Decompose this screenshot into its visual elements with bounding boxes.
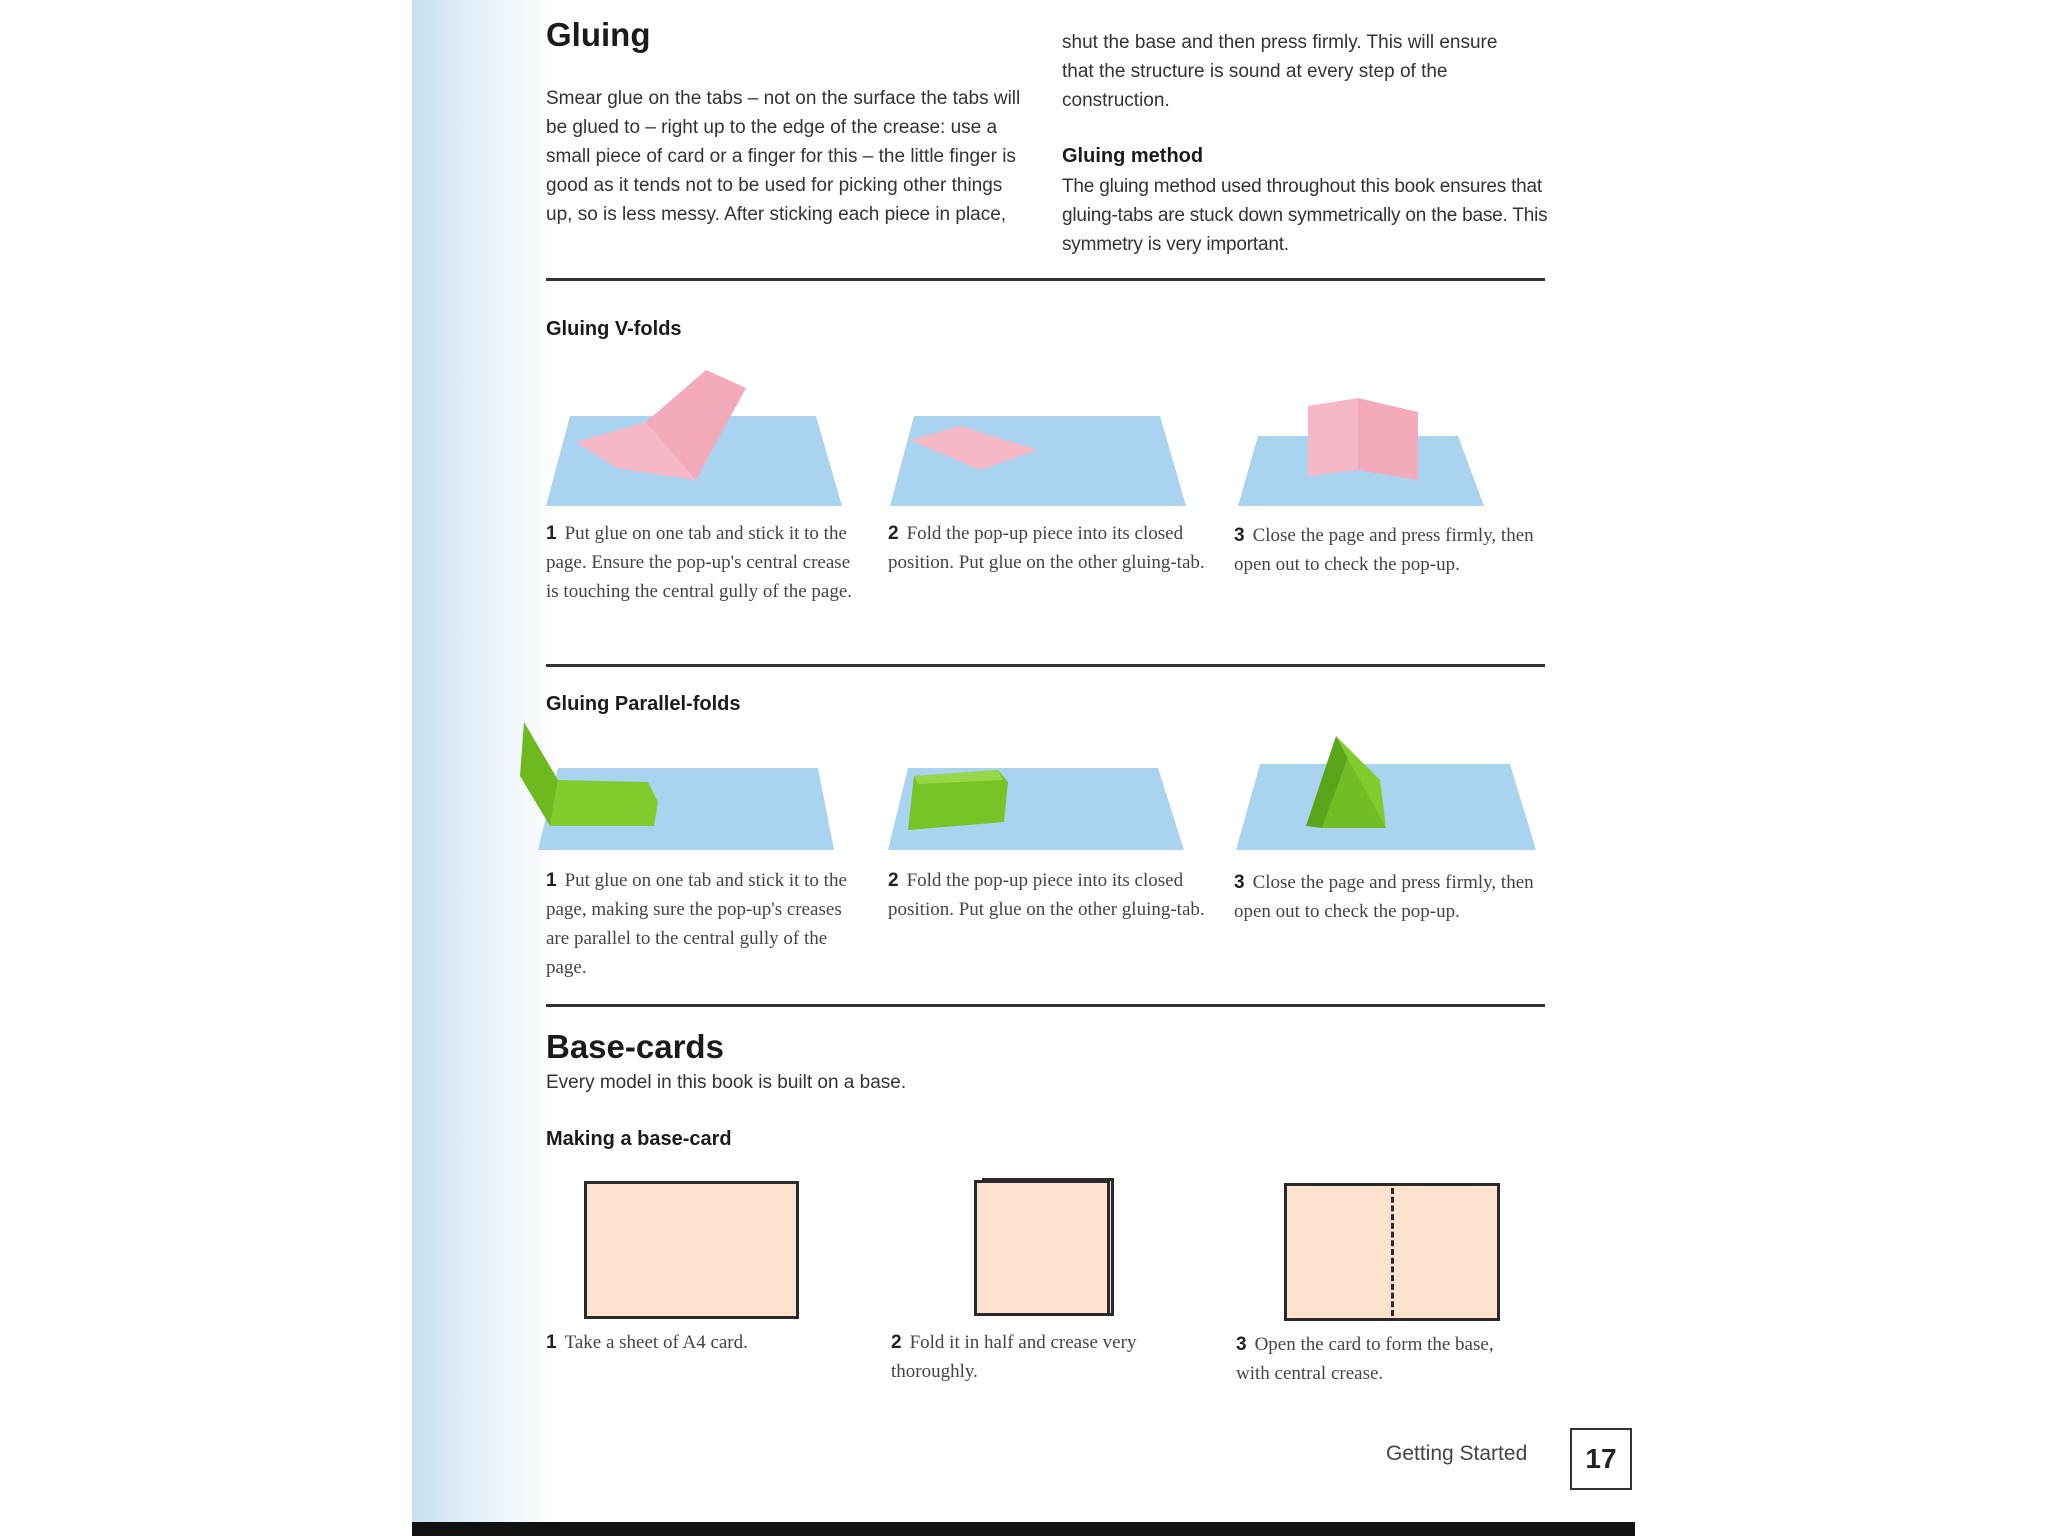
parallel-step2-caption <box>888 866 1208 924</box>
parallel-step2-text: Fold the pop-up piece into its closed position. Put glue on the other gluing-tab. <box>888 870 1205 920</box>
basecard-step1-caption <box>546 1328 846 1357</box>
footer-section-name: Getting Started <box>1386 1442 1528 1465</box>
gluing-paragraph-right: shut the base and then press firmly. This will ensure that the structure is sound at every step of the construction. <box>1062 32 1498 111</box>
basecard-step1-sheet <box>584 1181 799 1319</box>
vfold-step1-illustration <box>546 360 846 510</box>
parallel-step1-number: 1 <box>546 870 557 891</box>
page-bottom-edge <box>412 1522 1635 1536</box>
basecard-step3-caption <box>1236 1330 1526 1388</box>
basecard-step2-folded <box>974 1180 1110 1316</box>
parallel-step1-text: Put glue on one tab and stick it to the page, making sure the pop-up's creases are parallel to the central gully of the page. <box>546 870 847 978</box>
parallel-step2-illustration <box>888 722 1188 857</box>
basecards-intro: Every model in this book is built on a base. <box>546 1072 907 1093</box>
vfold-step1-number: 1 <box>546 523 557 544</box>
vfold-step2-number: 2 <box>888 523 899 544</box>
gluing-method-text: The gluing method used throughout this book ensures that gluing-tabs are stuck down symmetrically on the base. This symmetry is very important. <box>1062 176 1548 255</box>
basecard-step1-text: Take a sheet of A4 card. <box>564 1332 748 1353</box>
divider-rule <box>546 1004 1545 1007</box>
vfold-step1-caption <box>546 519 856 606</box>
basecard-step2-caption <box>891 1328 1181 1386</box>
divider-rule <box>546 278 1545 281</box>
parallel-step3-text: Close the page and press firmly, then open out to check the pop-up. <box>1234 872 1534 922</box>
gluing-method-title: Gluing method <box>1062 145 1204 167</box>
vfold-step3-text: Close the page and press firmly, then open out to check the pop-up. <box>1234 525 1534 575</box>
gluing-title: Gluing <box>546 16 651 53</box>
making-basecard-title: Making a base-card <box>546 1128 732 1150</box>
parallel-title: Gluing Parallel-folds <box>546 693 741 715</box>
basecard-step1-number: 1 <box>546 1332 557 1353</box>
central-crease-line <box>1391 1188 1394 1316</box>
parallel-step3-illustration <box>1236 722 1536 857</box>
vfold-step2-text: Fold the pop-up piece into its closed position. Put glue on the other gluing-tab. <box>888 523 1205 573</box>
parallel-step1-illustration <box>518 722 838 857</box>
parallel-step3-number: 3 <box>1234 872 1245 893</box>
vfold-step3-caption <box>1234 521 1544 579</box>
vfolds-title: Gluing V-folds <box>546 318 682 340</box>
basecard-step3-text: Open the card to form the base, with central crease. <box>1236 1334 1494 1384</box>
basecards-title: Base-cards <box>546 1028 724 1065</box>
parallel-step2-number: 2 <box>888 870 899 891</box>
vfold-step2-illustration <box>890 360 1190 510</box>
vfold-step3-illustration <box>1238 360 1488 510</box>
vfold-step3-number: 3 <box>1234 525 1245 546</box>
parallel-step1-caption <box>546 866 856 982</box>
basecard-step2-number: 2 <box>891 1332 902 1353</box>
vfold-step1-text: Put glue on one tab and stick it to the page. Ensure the pop-up's central crease is touching the central gully of the page. <box>546 523 853 602</box>
basecard-step2-text: Fold it in half and crease very thoroughly. <box>891 1332 1137 1382</box>
gluing-paragraph-left: Smear glue on the tabs – not on the surface the tabs will be glued to – right up to the edge of the crease: use a small piece of card or a finger for this – the little finger is good as it tends not to be used for picking other things up, so is less messy. After sticking each piece in place, <box>546 88 1021 225</box>
page-number: 17 <box>1570 1428 1632 1490</box>
basecard-step3-number: 3 <box>1236 1334 1247 1355</box>
divider-rule <box>546 664 1545 667</box>
vfold-step2-caption <box>888 519 1208 577</box>
parallel-step3-caption <box>1234 868 1544 926</box>
